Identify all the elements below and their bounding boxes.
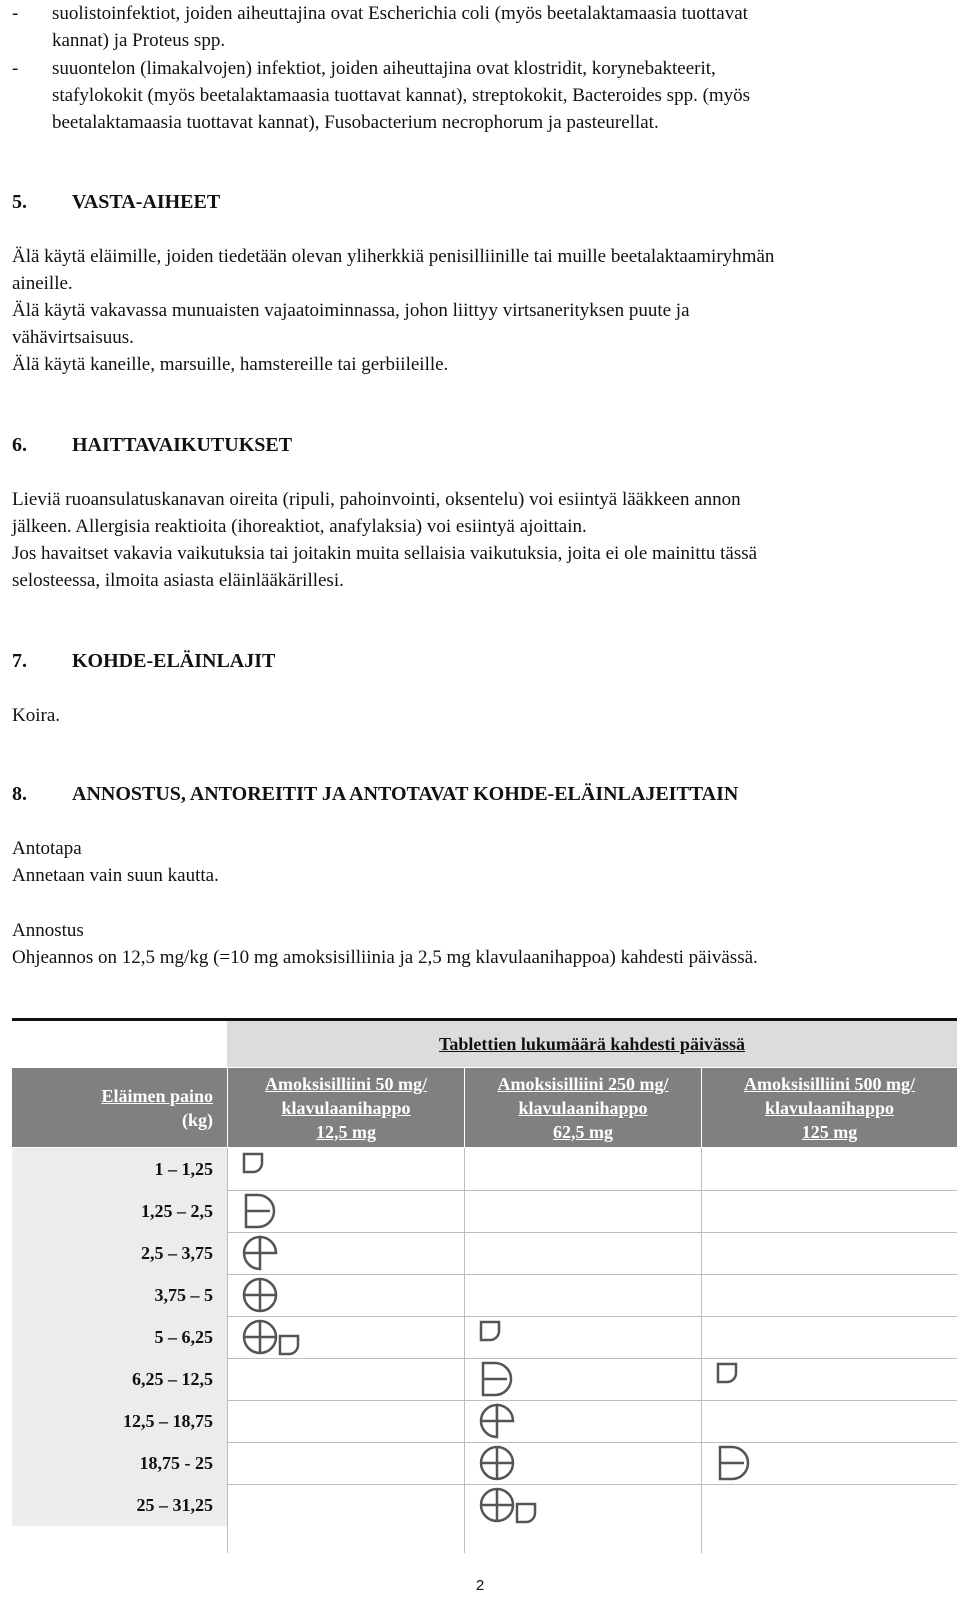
dose-table	[12, 1018, 957, 1538]
section-5-heading	[12, 189, 220, 216]
bullet-dash: -	[12, 3, 19, 24]
paragraph-line: Älä käytä eläimille, joiden tiedetään olevan yliherkkiä penisilliinille tai muille beetalaktaamiryhmän	[12, 246, 775, 267]
row-divider	[227, 1190, 957, 1191]
tablet-pictogram	[716, 1359, 738, 1399]
row-divider	[227, 1358, 957, 1359]
weight-range-cell: 3,75 – 5	[12, 1274, 227, 1316]
dosage-text: Ohjeannos on 12,5 mg/kg (=10 mg amoksisilliinia ja 2,5 mg klavulaanihappoa) kahdesti päivässä.	[12, 947, 758, 968]
tablet-count-cell	[228, 1316, 464, 1358]
table-row	[12, 1484, 957, 1526]
weight-range-cell: 25 – 31,25	[12, 1484, 227, 1526]
bullet-dash: -	[12, 58, 19, 79]
column-header-line: klavulaanihappo	[281, 1097, 411, 1118]
weight-range-cell: 2,5 – 3,75	[12, 1232, 227, 1274]
tablet-count-cell	[465, 1232, 701, 1274]
route-text: Annetaan vain suun kautta.	[12, 865, 219, 886]
row-divider	[227, 1316, 957, 1317]
table-row	[12, 1400, 957, 1442]
tablet-count-cell	[702, 1190, 957, 1232]
dosage-label: Annostus	[12, 920, 84, 941]
tablet-pictogram	[479, 1359, 515, 1399]
tablet-count-cell	[228, 1442, 464, 1484]
section-6-heading	[12, 432, 292, 459]
weight-range-cell: 1,25 – 2,5	[12, 1190, 227, 1232]
tablet-count-cell	[465, 1358, 701, 1400]
tablet-pictogram	[242, 1233, 278, 1273]
page-number: 2	[475, 1577, 485, 1594]
paragraph-line: Lieviä ruoansulatuskanavan oireita (ripuli, pahoinvointi, oksentelu) voi esiintyä lääkkeen annon	[12, 489, 741, 510]
column-header-line: 12,5 mg	[316, 1121, 376, 1142]
weight-range-cell: 1 – 1,25	[12, 1148, 227, 1190]
route-label: Antotapa	[12, 838, 82, 859]
column-divider	[464, 1148, 465, 1553]
tablet-count-cell	[702, 1232, 957, 1274]
tablet-count-cell	[228, 1190, 464, 1232]
row-divider	[227, 1484, 957, 1485]
section-8-route	[12, 835, 947, 889]
tablet-pictogram	[479, 1317, 501, 1357]
section-6-body	[12, 486, 947, 594]
weight-range-cell: 5 – 6,25	[12, 1316, 227, 1358]
quarter-tablet	[280, 1336, 298, 1354]
paragraph-line: aineille.	[12, 273, 73, 294]
tablet-count-cell	[228, 1400, 464, 1442]
tablet-count-cell	[702, 1484, 957, 1526]
row-divider	[227, 1274, 957, 1275]
tablet-pictogram	[242, 1191, 278, 1231]
tablet-count-cell	[228, 1274, 464, 1316]
paragraph-line: jälkeen. Allergisia reaktioita (ihoreaktiot, anafylaksia) voi esiintyä ajoittain.	[12, 516, 587, 537]
tablet-count-cell	[465, 1274, 701, 1316]
bullet-item-intestinal	[12, 0, 942, 54]
tablet-pictogram	[479, 1443, 515, 1483]
tablet-count-cell	[702, 1400, 957, 1442]
section-title: VASTA-AIHEET	[72, 191, 221, 213]
target-species: Koira.	[12, 705, 61, 726]
weight-header-line: Eläimen paino	[101, 1085, 213, 1106]
tablet-count-cell	[465, 1400, 701, 1442]
section-number: 8.	[12, 783, 27, 805]
tablet-count-cell	[465, 1442, 701, 1484]
weight-range-cell: 18,75 - 25	[12, 1442, 227, 1484]
section-title: HAITTAVAIKUTUKSET	[72, 434, 293, 456]
table-row	[12, 1442, 957, 1484]
tablet-count-cell	[702, 1274, 957, 1316]
quarter-tablet	[244, 1154, 262, 1172]
group-header-label: Tablettien lukumäärä kahdesti päivässä	[439, 1033, 745, 1054]
weight-header-unit: (kg)	[182, 1109, 213, 1130]
column-header-line: Amoksisilliini 500 mg/	[743, 1073, 916, 1094]
bullet-line: kannat) ja Proteus spp.	[52, 30, 226, 51]
tablet-count-cell	[228, 1232, 464, 1274]
tablet-pictogram	[242, 1317, 302, 1357]
table-row	[12, 1316, 957, 1358]
table-row	[12, 1232, 957, 1274]
paragraph-line: Älä käytä kaneille, marsuille, hamstereille tai gerbiileille.	[12, 354, 449, 375]
column-header-line: Amoksisilliini 50 mg/	[264, 1073, 428, 1094]
table-row	[12, 1358, 957, 1400]
tablet-count-cell	[465, 1148, 701, 1190]
bullet-line: suuontelon (limakalvojen) infektiot, joiden aiheuttajina ovat klostridit, korynebakteerit,	[52, 58, 716, 79]
paragraph-line: Älä käytä vakavassa munuaisten vajaatoiminnassa, johon liittyy virtsanerityksen puute ja	[12, 300, 690, 321]
column-header-line: 125 mg	[801, 1121, 858, 1142]
column-header-line: klavulaanihappo	[764, 1097, 895, 1118]
paragraph-line: vähävirtsaisuus.	[12, 327, 134, 348]
column-divider	[701, 1148, 702, 1553]
bullet-line: stafylokokit (myös beetalaktamaasia tuottavat kannat), streptokokit, Bacteroides spp. (myös	[52, 85, 751, 106]
paragraph-line: selosteessa, ilmoita asiasta eläinlääkärillesi.	[12, 570, 344, 591]
quarter-tablet	[517, 1504, 535, 1522]
tablet-count-cell	[702, 1442, 957, 1484]
bullet-item-oral	[12, 55, 942, 136]
section-8-dosage	[12, 917, 947, 971]
tablet-pictogram	[479, 1485, 539, 1525]
column-header-500mg	[702, 1068, 957, 1147]
row-divider	[227, 1442, 957, 1443]
paragraph-line: Jos havaitset vakavia vaikutuksia tai joitakin muita sellaisia vaikutuksia, joita ei ole mainittu tässä	[12, 543, 758, 564]
quarter-tablet	[481, 1322, 499, 1340]
column-header-line: 62,5 mg	[553, 1121, 613, 1142]
bullet-line: beetalaktamaasia tuottavat kannat), Fusobacterium necrophorum ja pasteurellat.	[52, 112, 659, 133]
tablet-count-cell	[465, 1484, 701, 1526]
section-7-body	[12, 702, 947, 729]
table-row	[12, 1190, 957, 1232]
table-row	[12, 1148, 957, 1190]
column-header-line: klavulaanihappo	[518, 1097, 648, 1118]
section-number: 7.	[12, 650, 27, 672]
three-quarter-tablet-part	[497, 1405, 513, 1421]
tablet-pictogram	[242, 1275, 278, 1315]
bullet-line: suolistoinfektiot, joiden aiheuttajina ovat Escherichia coli (myös beetalaktamaasia tuottavat	[52, 3, 748, 24]
column-header-line: Amoksisilliini 250 mg/	[497, 1073, 669, 1094]
tablet-count-cell	[228, 1484, 464, 1526]
three-quarter-tablet-part	[260, 1237, 276, 1253]
column-header-250mg	[465, 1068, 701, 1147]
tablet-pictogram	[716, 1443, 752, 1483]
row-divider	[227, 1232, 957, 1233]
column-header-50mg	[228, 1068, 464, 1147]
section-number: 6.	[12, 434, 27, 456]
tablet-count-cell	[702, 1358, 957, 1400]
tablet-count-cell	[465, 1190, 701, 1232]
tablet-count-cell	[228, 1358, 464, 1400]
tablet-pictogram	[242, 1149, 264, 1189]
section-8-heading	[12, 781, 738, 808]
section-7-heading	[12, 648, 275, 675]
section-title: ANNOSTUS, ANTOREITIT JA ANTOTAVAT KOHDE-ELÄINLAJEITTAIN	[72, 783, 739, 805]
tablet-count-cell	[702, 1316, 957, 1358]
tablet-count-cell	[228, 1148, 464, 1190]
weight-column-header	[12, 1068, 227, 1147]
row-divider	[227, 1400, 957, 1401]
tablet-count-cell	[702, 1148, 957, 1190]
section-title: KOHDE-ELÄINLAJIT	[72, 650, 276, 672]
quarter-tablet	[718, 1364, 736, 1382]
tablet-pictogram	[479, 1401, 515, 1441]
weight-range-cell: 6,25 – 12,5	[12, 1358, 227, 1400]
table-row	[12, 1274, 957, 1316]
weight-range-cell: 12,5 – 18,75	[12, 1400, 227, 1442]
table-group-header	[227, 1021, 957, 1067]
section-5-body	[12, 243, 947, 378]
column-divider	[227, 1148, 228, 1553]
tablet-count-cell	[465, 1316, 701, 1358]
section-number: 5.	[12, 191, 27, 213]
